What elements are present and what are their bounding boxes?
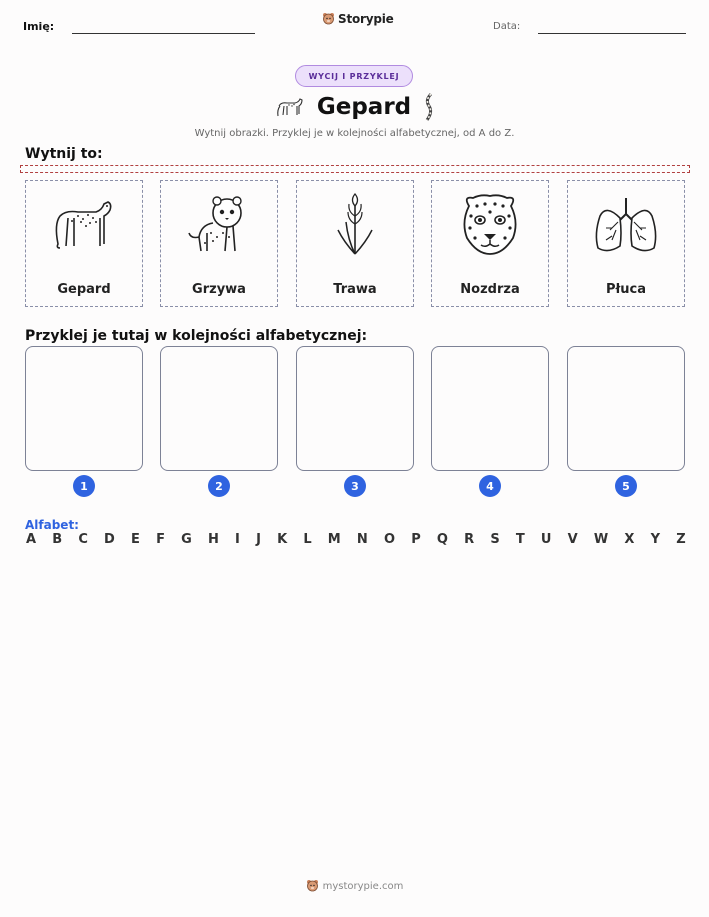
card-label: Gepard bbox=[57, 282, 111, 297]
name-line[interactable] bbox=[72, 33, 255, 34]
paste-slot-5[interactable] bbox=[567, 346, 685, 471]
alphabet-letter: C bbox=[78, 532, 88, 547]
slot-number-1: 1 bbox=[73, 475, 95, 497]
alphabet-letter: E bbox=[131, 532, 140, 547]
alphabet-letter: M bbox=[327, 532, 341, 547]
alphabet-letter: F bbox=[156, 532, 165, 547]
alphabet-letter: U bbox=[540, 532, 552, 547]
alphabet-row bbox=[26, 532, 686, 547]
activity-badge: WYCIJ I PRZYKLEJ bbox=[295, 65, 413, 87]
paste-slot-3[interactable] bbox=[296, 346, 414, 471]
date-line[interactable] bbox=[538, 33, 686, 34]
alphabet-letter: N bbox=[356, 532, 368, 547]
cub-icon bbox=[183, 193, 255, 257]
slot-number-5: 5 bbox=[615, 475, 637, 497]
name-label: Imię: bbox=[23, 20, 55, 33]
cut-card-trawa[interactable] bbox=[296, 180, 414, 307]
cheetah-face-icon bbox=[457, 192, 523, 258]
slot-number-2: 2 bbox=[208, 475, 230, 497]
cheetah-small-icon bbox=[275, 94, 305, 120]
paste-slot-2[interactable] bbox=[160, 346, 278, 471]
cheetah-icon bbox=[48, 194, 120, 256]
alphabet-letter: D bbox=[104, 532, 115, 547]
bear-logo-icon bbox=[322, 12, 335, 26]
bear-logo-icon bbox=[306, 879, 319, 893]
cut-card-nozdrza[interactable] bbox=[431, 180, 549, 307]
alphabet-letter: Q bbox=[436, 532, 448, 547]
alphabet-letter: A bbox=[26, 532, 37, 547]
cut-card-pluca[interactable] bbox=[567, 180, 685, 307]
card-label: Nozdrza bbox=[460, 282, 520, 297]
cut-card-grzywa[interactable] bbox=[160, 180, 278, 307]
alphabet-letter: O bbox=[383, 532, 396, 547]
cut-section-title: Wytnij to: bbox=[25, 146, 103, 162]
alphabet-letter: H bbox=[207, 532, 219, 547]
paste-slot-4[interactable] bbox=[431, 346, 549, 471]
cut-line bbox=[20, 165, 690, 173]
grass-icon bbox=[330, 192, 380, 258]
card-label: Płuca bbox=[605, 282, 647, 297]
card-label: Trawa bbox=[333, 282, 377, 297]
alphabet-letter: J bbox=[256, 532, 261, 547]
alphabet-letter: S bbox=[490, 532, 500, 547]
cut-card-gepard[interactable] bbox=[25, 180, 143, 307]
alphabet-letter: T bbox=[515, 532, 525, 547]
alphabet-letter: L bbox=[303, 532, 312, 547]
footer bbox=[0, 879, 709, 893]
brand-logo bbox=[322, 12, 394, 26]
alphabet-letter: B bbox=[52, 532, 63, 547]
alphabet-letter: G bbox=[181, 532, 192, 547]
alphabet-letter: V bbox=[567, 532, 578, 547]
tail-icon bbox=[423, 92, 435, 122]
title-row bbox=[260, 90, 450, 124]
alphabet-letter: I bbox=[235, 532, 240, 547]
footer-url[interactable]: mystorypie.com bbox=[322, 880, 404, 892]
slot-number-3: 3 bbox=[344, 475, 366, 497]
instructions: Wytnij obrazki. Przyklej je w kolejności alfabetycznej, od A do Z. bbox=[194, 128, 515, 139]
alphabet-letter: W bbox=[593, 532, 609, 547]
paste-section-title: Przyklej je tutaj w kolejności alfabetycznej: bbox=[25, 328, 368, 344]
card-label: Grzywa bbox=[192, 282, 246, 297]
slot-number-4: 4 bbox=[479, 475, 501, 497]
alphabet-letter: Z bbox=[676, 532, 686, 547]
alphabet-letter: K bbox=[277, 532, 288, 547]
paste-slot-1[interactable] bbox=[25, 346, 143, 471]
date-label: Data: bbox=[493, 21, 521, 32]
alphabet-letter: X bbox=[624, 532, 635, 547]
brand-name: Storypie bbox=[338, 12, 394, 26]
alphabet-letter: Y bbox=[650, 532, 661, 547]
alphabet-letter: P bbox=[411, 532, 421, 547]
alphabet-title: Alfabet: bbox=[25, 518, 79, 532]
alphabet-letter: R bbox=[464, 532, 475, 547]
page-title: Gepard bbox=[316, 94, 412, 120]
lungs-icon bbox=[592, 194, 660, 256]
